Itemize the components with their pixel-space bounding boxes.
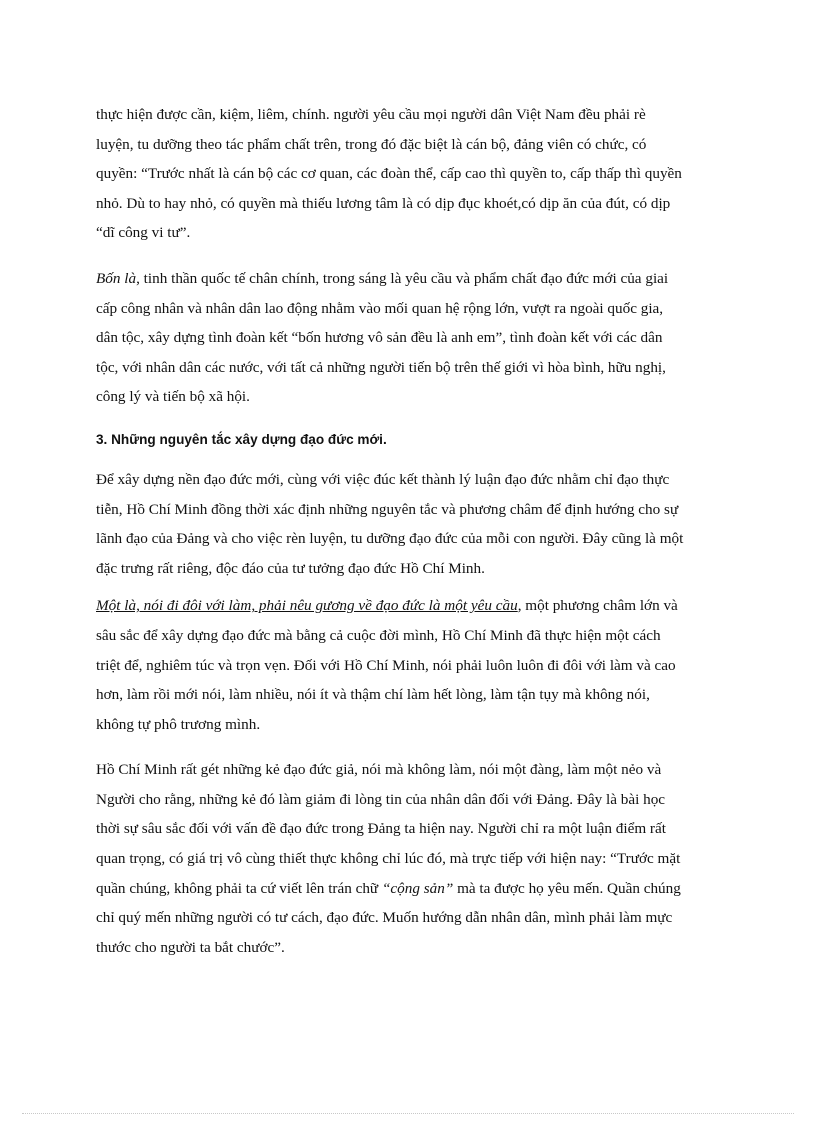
text-line: nhỏ. Dù to hay nhỏ, có quyền mà thiếu lương tâm là có dịp đục khoét,có dịp ăn của đút, có dịp: [96, 194, 671, 212]
text-line: “dĩ công vi tư”.: [96, 224, 191, 242]
text-line: đặc trưng rất riêng, độc đáo của tư tưởng đạo đức Hồ Chí Minh.: [96, 559, 485, 577]
paragraph-4: [96, 591, 716, 739]
text-line: lãnh đạo của Đảng và cho việc rèn luyện, tu dưỡng đạo đức của mỗi con người. Đây cũng là một: [96, 530, 684, 548]
text-line: luyện, tu dưỡng theo tác phẩm chất trên, trong đó đặc biệt là cán bộ, đảng viên có chức, có: [96, 135, 647, 153]
text-line: hơn, làm rồi mới nói, làm nhiều, nói ít và thậm chí làm hết lòng, làm tận tụy mà không nói,: [96, 686, 650, 704]
text-run: , tinh thần quốc tế chân chính, trong sáng là yêu cầu và phẩm chất đạo đức mới của giai: [136, 269, 669, 287]
text-line: dân tộc, xây dựng tình đoàn kết “bốn hương vô sản đều là anh em”, tình đoàn kết với các dân: [96, 329, 663, 347]
text-line: triệt để, nghiêm túc và trọn vẹn. Đối với Hồ Chí Minh, nói phải luôn luôn đi đôi với làm và cao: [96, 656, 676, 674]
text-line: Để xây dựng nền đạo đức mới, cùng với việc đúc kết thành lý luận đạo đức nhằm chỉ đạo thực: [96, 470, 670, 488]
text-line: cấp công nhân và nhân dân lao động nhằm vào mối quan hệ rộng lớn, vượt ra ngoài quốc gia,: [96, 299, 664, 317]
lead-italic: Bốn là: [96, 269, 137, 287]
italic-quote: “cộng sản”: [381, 879, 454, 897]
text-line: Hồ Chí Minh rất gét những kẻ đạo đức giả, nói mà không làm, nói một đàng, làm một nẻo và: [96, 761, 662, 779]
text-line: công lý và tiến bộ xã hội.: [96, 388, 250, 406]
text-line: sâu sắc để xây dựng đạo đức mà bằng cả cuộc đời mình, Hồ Chí Minh đã thực hiện một cách: [96, 626, 661, 644]
text-line: thước cho người ta bắt chước”.: [96, 938, 285, 956]
text-line: không tự phô trương mình.: [96, 715, 261, 733]
paragraph-5: [96, 755, 716, 962]
section-heading: 3. Những nguyên tắc xây dựng đạo đức mới.: [96, 431, 387, 447]
text-line: Người cho rằng, những kẻ đó làm giảm đi lòng tin của nhân dân đối với Đảng. Đây là bài học: [96, 790, 666, 808]
text-line: chỉ quý mến những người có tư cách, đạo đức. Muốn hướng dẫn nhân dân, mình phải làm mực: [96, 909, 673, 927]
text-run: quần chúng, không phải ta cứ viết lên trán chữ: [96, 879, 382, 897]
document-page: [96, 100, 716, 962]
text-line: tiễn, Hồ Chí Minh đồng thời xác định những nguyên tắc và phương châm để định hướng cho sự: [96, 500, 679, 518]
text-line: [96, 874, 716, 904]
text-line: quan trọng, có giá trị vô cùng thiết thực không chỉ lúc đó, mà trực tiếp với hiện nay: “Trước mặt: [96, 850, 681, 868]
lead-italic-underlined: Một là, nói đi đôi với làm, phải nêu gương về đạo đức là một yêu cầu: [96, 597, 518, 615]
text-line: tộc, với nhân dân các nước, với tất cả những người tiến bộ trên thế giới vì hòa bình, hữu nghị,: [96, 358, 666, 376]
paragraph-1: [96, 100, 716, 248]
text-run: mà ta được họ yêu mến. Quần chúng: [453, 879, 681, 897]
text-line: quyền: “Trước nhất là cán bộ các cơ quan, các đoàn thể, cấp cao thì quyền to, cấp thấp thì quyền: [96, 165, 682, 183]
paragraph-2: [96, 264, 716, 412]
text-line: thời sự sâu sắc đối với vấn đề đạo đức trong Đảng ta hiện nay. Người chỉ ra một luận điểm rất: [96, 820, 666, 838]
page-bottom-divider: [22, 1113, 794, 1114]
paragraph-3: [96, 465, 716, 583]
text-line: thực hiện được cần, kiệm, liêm, chính. người yêu cầu mọi người dân Việt Nam đều phải rè: [96, 106, 646, 123]
text-line: [96, 264, 716, 294]
text-line: [96, 591, 716, 621]
text-run: , một phương châm lớn và: [517, 597, 678, 615]
